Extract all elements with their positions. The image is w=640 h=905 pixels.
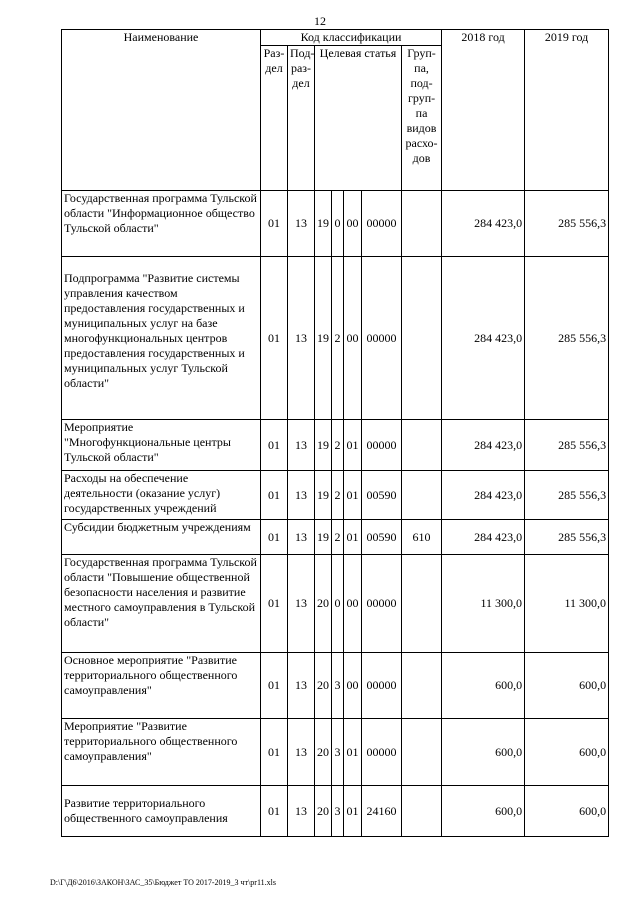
- table-header: [62, 30, 609, 191]
- row-amount-2019: 285 556,3: [525, 257, 609, 420]
- row-target-event: 01: [344, 420, 362, 471]
- row-subsection: 13: [288, 555, 315, 653]
- header-subsection: Под- раз- дел: [288, 46, 315, 191]
- row-amount-2018: 284 423,0: [442, 520, 525, 555]
- row-expense-group: [402, 257, 442, 420]
- table-row: [62, 257, 609, 420]
- row-target-event: 00: [344, 653, 362, 719]
- row-section: 01: [261, 420, 288, 471]
- row-amount-2018: 284 423,0: [442, 471, 525, 520]
- row-section: 01: [261, 555, 288, 653]
- row-subsection: 13: [288, 719, 315, 786]
- row-amount-2018: 284 423,0: [442, 191, 525, 257]
- row-name: Подпрограмма "Развитие системы управления качеством предоставления государственных и муниципальных услуг на базе многофункциональных центров предоставления государственных и муниципальных услуг Тульской области": [62, 257, 261, 420]
- row-name: Мероприятие "Развитие территориального общественного самоуправления": [62, 719, 261, 786]
- row-target-subprogram: 3: [332, 719, 344, 786]
- row-subsection: 13: [288, 257, 315, 420]
- row-amount-2019: 600,0: [525, 786, 609, 837]
- row-expense-group: 610: [402, 520, 442, 555]
- row-target-direction: 00000: [362, 420, 402, 471]
- row-target-event: 01: [344, 786, 362, 837]
- row-subsection: 13: [288, 420, 315, 471]
- table-row: [62, 786, 609, 837]
- row-amount-2018: 600,0: [442, 719, 525, 786]
- row-amount-2019: 600,0: [525, 719, 609, 786]
- row-target-subprogram: 3: [332, 786, 344, 837]
- row-expense-group: [402, 653, 442, 719]
- row-section: 01: [261, 653, 288, 719]
- row-amount-2018: 600,0: [442, 786, 525, 837]
- row-target-direction: 00000: [362, 653, 402, 719]
- row-target-program: 19: [315, 471, 332, 520]
- footer-file-path: D:\Г\Д6\2016\ЗАКОН\ЗАС_35\Бюджет ТО 2017-2019_3 чт\pr11.xls: [50, 878, 276, 887]
- row-target-direction: 00000: [362, 257, 402, 420]
- table-row: [62, 653, 609, 719]
- table-row: [62, 555, 609, 653]
- row-target-program: 19: [315, 520, 332, 555]
- row-target-program: 19: [315, 257, 332, 420]
- row-name: Расходы на обеспечение деятельности (оказание услуг) государственных учреждений: [62, 471, 261, 520]
- row-amount-2019: 285 556,3: [525, 191, 609, 257]
- row-target-event: 00: [344, 191, 362, 257]
- table-row: [62, 520, 609, 555]
- row-target-event: 01: [344, 520, 362, 555]
- header-year-2019: 2019 год: [525, 30, 609, 191]
- row-target-direction: 00000: [362, 191, 402, 257]
- row-expense-group: [402, 420, 442, 471]
- row-amount-2019: 600,0: [525, 653, 609, 719]
- header-classification: Код классификации: [261, 30, 442, 46]
- row-name: Субсидии бюджетным учреждениям: [62, 520, 261, 555]
- row-expense-group: [402, 471, 442, 520]
- row-target-program: 20: [315, 719, 332, 786]
- row-target-event: 00: [344, 555, 362, 653]
- row-target-event: 00: [344, 257, 362, 420]
- header-name: Наименование: [62, 30, 261, 191]
- row-target-subprogram: 0: [332, 555, 344, 653]
- row-subsection: 13: [288, 653, 315, 719]
- row-target-subprogram: 2: [332, 257, 344, 420]
- row-amount-2019: 285 556,3: [525, 471, 609, 520]
- table-row: [62, 719, 609, 786]
- table-body: [62, 191, 609, 837]
- row-target-direction: 24160: [362, 786, 402, 837]
- row-expense-group: [402, 191, 442, 257]
- row-target-subprogram: 0: [332, 191, 344, 257]
- row-name: Развитие территориального общественного самоуправления: [62, 786, 261, 837]
- row-subsection: 13: [288, 471, 315, 520]
- row-amount-2018: 284 423,0: [442, 420, 525, 471]
- row-amount-2019: 285 556,3: [525, 420, 609, 471]
- row-subsection: 13: [288, 786, 315, 837]
- row-name: Государственная программа Тульской области "Повышение общественной безопасности населения и развитие местного самоуправления в Тульской области": [62, 555, 261, 653]
- header-expense-group: Груп- па, под- груп- па видов расхо- дов: [402, 46, 442, 191]
- row-target-program: 20: [315, 555, 332, 653]
- row-target-subprogram: 2: [332, 520, 344, 555]
- row-section: 01: [261, 471, 288, 520]
- row-amount-2019: 11 300,0: [525, 555, 609, 653]
- row-subsection: 13: [288, 191, 315, 257]
- row-amount-2018: 600,0: [442, 653, 525, 719]
- row-target-direction: 00590: [362, 520, 402, 555]
- row-target-program: 19: [315, 420, 332, 471]
- row-target-program: 19: [315, 191, 332, 257]
- header-target-article: Целевая статья: [315, 46, 402, 191]
- row-section: 01: [261, 257, 288, 420]
- row-target-subprogram: 2: [332, 420, 344, 471]
- row-target-event: 01: [344, 719, 362, 786]
- row-section: 01: [261, 719, 288, 786]
- row-amount-2018: 284 423,0: [442, 257, 525, 420]
- row-target-event: 01: [344, 471, 362, 520]
- row-target-subprogram: 2: [332, 471, 344, 520]
- row-amount-2019: 285 556,3: [525, 520, 609, 555]
- row-target-direction: 00000: [362, 555, 402, 653]
- table-row: [62, 191, 609, 257]
- table-row: [62, 420, 609, 471]
- row-section: 01: [261, 786, 288, 837]
- row-target-program: 20: [315, 653, 332, 719]
- row-subsection: 13: [288, 520, 315, 555]
- page-number: 12: [314, 14, 326, 28]
- table-row: [62, 471, 609, 520]
- row-expense-group: [402, 555, 442, 653]
- row-name: Основное мероприятие "Развитие территориального общественного самоуправления": [62, 653, 261, 719]
- header-year-2018: 2018 год: [442, 30, 525, 191]
- row-section: 01: [261, 191, 288, 257]
- row-expense-group: [402, 719, 442, 786]
- row-target-subprogram: 3: [332, 653, 344, 719]
- row-target-direction: 00000: [362, 719, 402, 786]
- row-amount-2018: 11 300,0: [442, 555, 525, 653]
- row-section: 01: [261, 520, 288, 555]
- row-target-direction: 00590: [362, 471, 402, 520]
- budget-table: [61, 29, 609, 837]
- row-name: Государственная программа Тульской области "Информационное общество Тульской области": [62, 191, 261, 257]
- row-name: Мероприятие "Многофункциональные центры Тульской области": [62, 420, 261, 471]
- header-section: Раз- дел: [261, 46, 288, 191]
- row-expense-group: [402, 786, 442, 837]
- row-target-program: 20: [315, 786, 332, 837]
